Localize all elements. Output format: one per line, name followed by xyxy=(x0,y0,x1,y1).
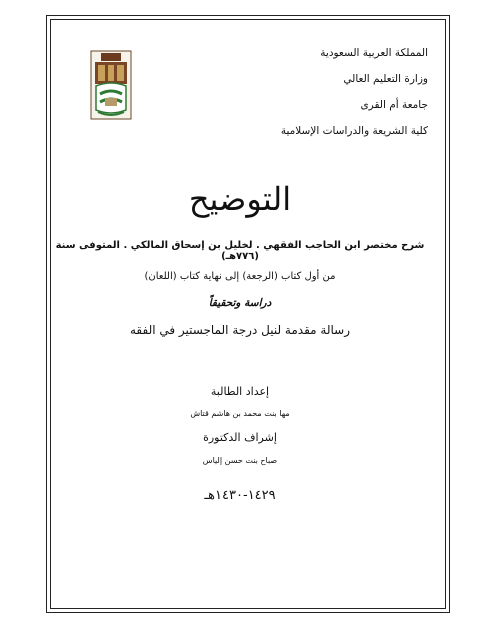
study-label: دراسة وتحقيقاً xyxy=(208,297,272,309)
university-emblem-icon xyxy=(90,50,132,120)
thesis-statement: رسالة مقدمة لنيل درجة الماجستير في الفقه xyxy=(130,323,350,337)
prepared-by-label: إعداد الطالبة xyxy=(210,385,270,398)
institution-header xyxy=(208,40,428,144)
book-subtitle: شرح مختصر ابن الحاجب الفقهي . لخليل بن إسحاق المالكي . المتوفى سنة (٧٧٦هـ) xyxy=(55,240,425,262)
university-name: جامعة أم القرى xyxy=(360,99,428,111)
ministry-name: وزارة التعليم العالي xyxy=(343,73,428,85)
study-range: من أول كتاب (الرجعة) إلى نهاية كتاب (اللعان) xyxy=(144,271,336,282)
student-name: مها بنت محمد بن هاشم قتاش xyxy=(190,409,290,418)
supervision-label: إشراف الدكتورة xyxy=(203,431,277,444)
country-name: المملكة العربية السعودية xyxy=(320,47,428,59)
college-name: كلية الشريعة والدراسات الإسلامية xyxy=(280,125,428,137)
book-title: التوضيح xyxy=(188,180,292,218)
supervisor-name: صباح بنت حسن إلياس xyxy=(202,456,278,465)
academic-year: ١٤٢٩-١٤٣٠هـ xyxy=(204,488,276,503)
